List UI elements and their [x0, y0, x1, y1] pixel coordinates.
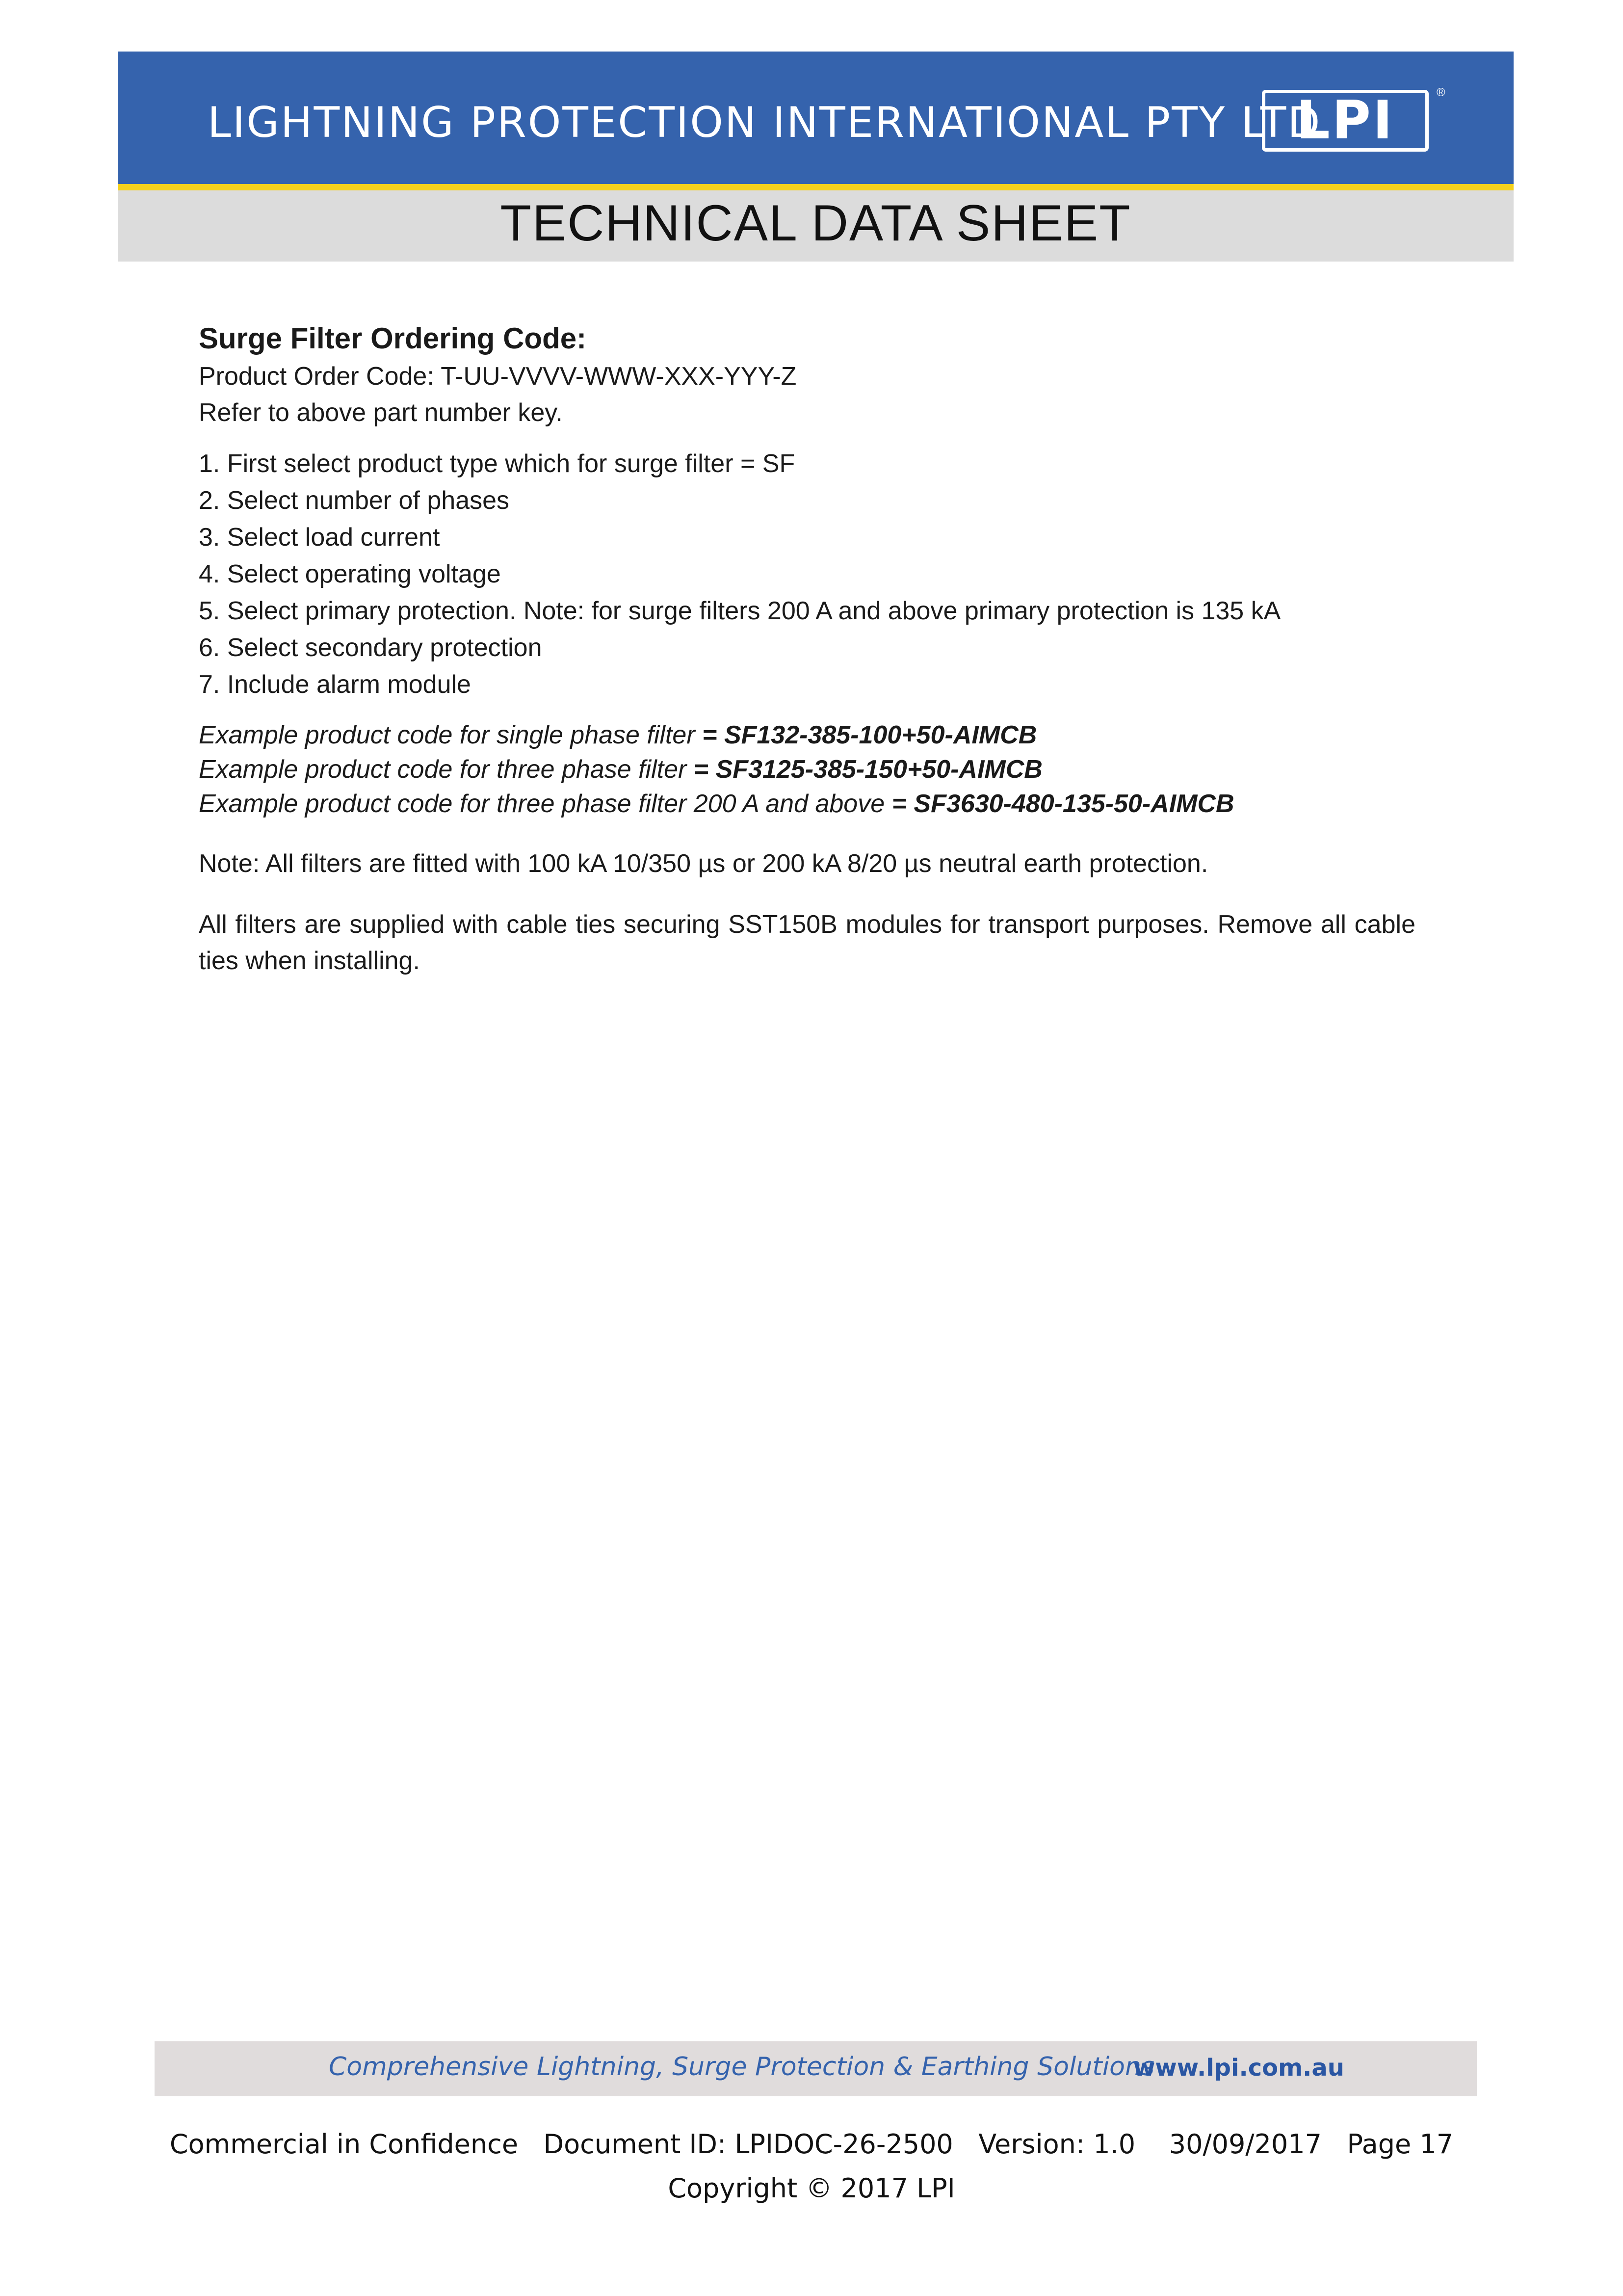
example-three-phase — [199, 752, 1415, 787]
company-name: LIGHTNING PROTECTION INTERNATIONAL PTY LTD — [208, 98, 1322, 147]
step-item: 2. Select number of phases — [199, 486, 510, 515]
main-content — [199, 319, 1415, 979]
copyright: Copyright © 2017 LPI — [668, 2173, 955, 2204]
logo-text: LPI — [1296, 90, 1395, 151]
step-item: 6. Select secondary protection — [199, 633, 542, 662]
example-text: Example product code for three phase filter 200 A and above — [199, 790, 892, 818]
header-divider — [118, 184, 1514, 190]
refer-text: Refer to above part number key. — [199, 398, 563, 427]
example-code: = SF132-385-100+50-AIMCB — [702, 721, 1037, 749]
step-item: 7. Include alarm module — [199, 670, 471, 699]
title-band — [118, 190, 1514, 262]
lpi-logo — [1262, 90, 1429, 152]
registered-mark: ® — [1437, 86, 1445, 99]
document-title: TECHNICAL DATA SHEET — [500, 195, 1131, 252]
footer-tagline: Comprehensive Lightning, Surge Protection & Earthing Solutions — [329, 2052, 1155, 2082]
document-info: Commercial in Confidence Document ID: LPIDOC-26-2500 Version: 1.0 30/09/2017 Page 17 — [169, 2129, 1454, 2160]
example-three-phase-200a — [199, 787, 1415, 821]
footer-band — [155, 2041, 1477, 2096]
example-text: Example product code for single phase filter — [199, 721, 703, 749]
section-heading: Surge Filter Ordering Code: — [199, 322, 587, 355]
example-code: = SF3125-385-150+50-AIMCB — [693, 755, 1043, 784]
step-item: 1. First select product type which for surge filter = SF — [199, 449, 795, 478]
step-item: 5. Select primary protection. Note: for surge filters 200 A and above primary protection is 135 kA — [199, 597, 1281, 625]
order-code: Product Order Code: T-UU-VVVV-WWW-XXX-YYY-Z — [199, 362, 797, 391]
step-item: 3. Select load current — [199, 523, 440, 552]
example-code: = SF3630-480-135-50-AIMCB — [891, 790, 1234, 818]
step-item: 4. Select operating voltage — [199, 560, 501, 588]
website-link[interactable]: www.lpi.com.au — [1133, 2054, 1344, 2082]
example-text: Example product code for three phase filter — [199, 755, 694, 784]
neutral-earth-note: Note: All filters are fitted with 100 kA 10/350 µs or 200 kA 8/20 µs neutral earth protection. — [199, 849, 1208, 878]
steps-list — [199, 446, 1415, 703]
cable-ties-note: All filters are supplied with cable ties securing SST150B modules for transport purposes. Remove all cable ties when installing. — [199, 910, 1415, 975]
example-single-phase — [199, 718, 1415, 752]
header-band — [118, 52, 1514, 184]
